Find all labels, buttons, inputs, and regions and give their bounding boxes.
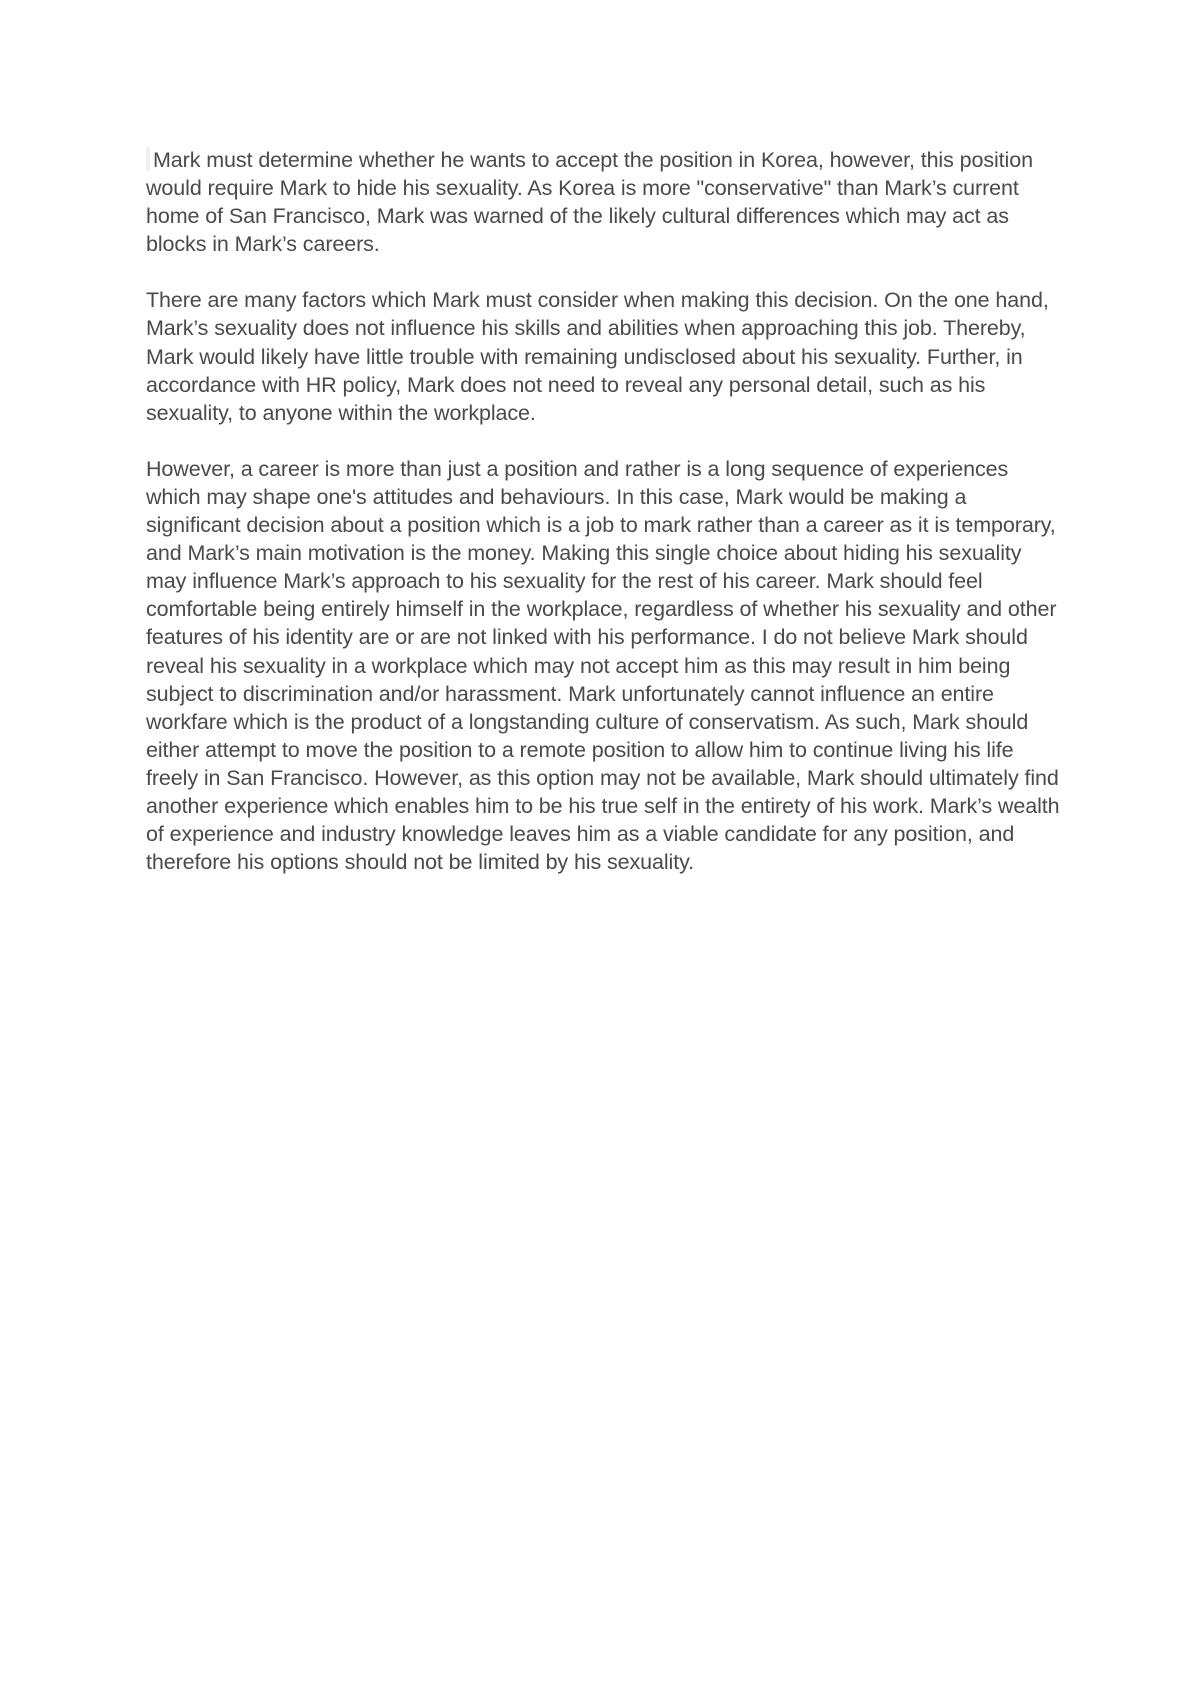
text-cursor-mark [146, 147, 150, 171]
paragraph-2: There are many factors which Mark must consider when making this decision. On the one hand, Mark’s sexuality does not influence his skills and abilities when approaching this job. Thereby, Mark would likely have little trouble with remaining undisclosed about his sexuality. Further, in accordance with HR policy, Mark does not need to reveal any personal detail, such as his sexuality, to anyone within the workplace. [146, 288, 1049, 425]
paragraph-1 [146, 146, 1062, 258]
document-body [146, 146, 1062, 876]
paragraph-3: However, a career is more than just a position and rather is a long sequence of experiences which may shape one's attitudes and behaviours. In this case, Mark would be making a significant decision about a position which is a job to mark rather than a career as it is temporary, and Mark’s main motivation is the money. Making this single choice about hiding his sexuality may influence Mark’s approach to his sexuality for the rest of his career. Mark should feel comfortable being entirely himself in the workplace, regardless of whether his sexuality and other features of his identity are or are not linked with his performance. I do not believe Mark should reveal his sexuality in a workplace which may not accept him as this may result in him being subject to discrimination and/or harassment. Mark unfortunately cannot influence an entire workfare which is the product of a longstanding culture of conservatism. As such, Mark should either attempt to move the position to a remote position to allow him to continue living his life freely in San Francisco. However, as this option may not be available, Mark should ultimately find another experience which enables him to be his true self in the entirety of his work. Mark’s wealth of experience and industry knowledge leaves him as a viable candidate for any position, and therefore his options should not be limited by his sexuality. [146, 456, 1060, 875]
paragraph-1-text: Mark must determine whether he wants to accept the position in Korea, however, this position would require Mark to hide his sexuality. As Korea is more "conservative" than Mark’s current home of San Francisco, Mark was warned of the likely cultural differences which may act as blocks in Mark’s careers. [146, 148, 1033, 257]
